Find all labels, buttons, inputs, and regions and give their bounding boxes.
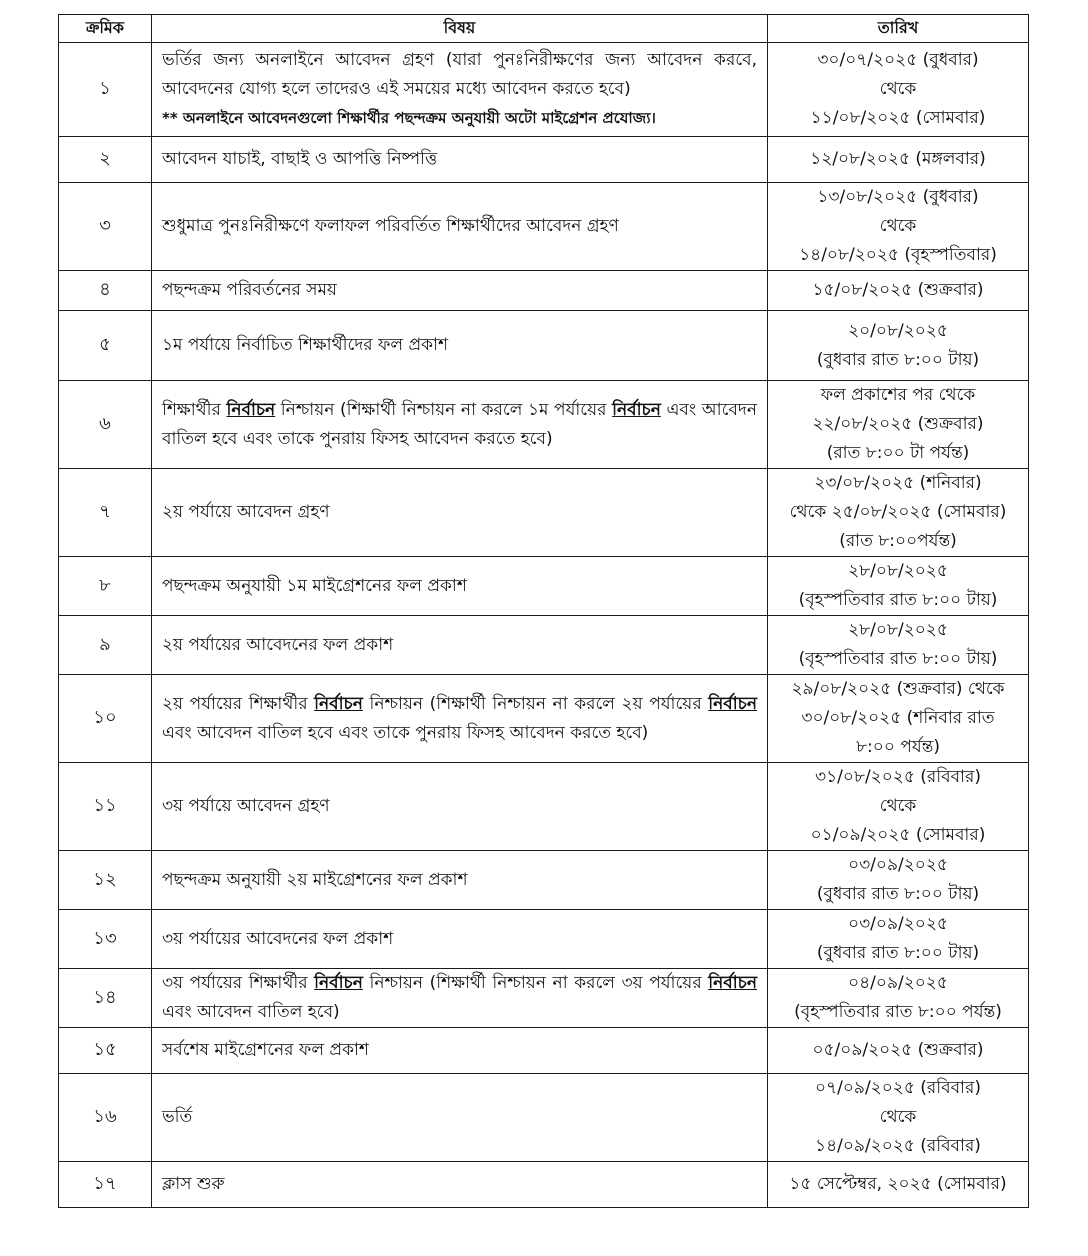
header-subject: বিষয় (152, 15, 768, 43)
date-line: ২৯/০৮/২০২৫ (শুক্রবার) থেকে (791, 679, 1005, 699)
subject-segment: সর্বশেষ মাইগ্রেশনের ফল প্রকাশ (162, 1040, 369, 1060)
date-line: ১২/০৮/২০২৫ (মঙ্গলবার) (810, 149, 986, 169)
table-row (59, 910, 1029, 969)
subject-text (162, 866, 757, 895)
row-serial: ১১ (59, 763, 152, 851)
row-subject (152, 969, 768, 1028)
row-subject (152, 137, 768, 183)
emphasis-word: নির্বাচন (226, 399, 276, 420)
table-row (59, 183, 1029, 271)
subject-segment: নিশ্চায়ন (শিক্ষার্থী নিশ্চায়ন না করলে ৩য় পর্যায়ের (362, 973, 709, 993)
row-subject (152, 763, 768, 851)
subject-text (162, 331, 757, 360)
row-serial: ২ (59, 137, 152, 183)
table-row (59, 137, 1029, 183)
subject-segment: এবং আবেদন বাতিল হবে এবং তাকে পুনরায় ফিসহ আবেদন করতে হবে) (162, 722, 649, 743)
row-date (768, 311, 1029, 381)
emphasis-word: নির্বাচন (612, 399, 661, 420)
date-line: ০৭/০৯/২০২৫ (রবিবার) (815, 1078, 981, 1098)
row-serial: ১ (59, 43, 152, 137)
subject-text (162, 276, 757, 305)
row-subject (152, 311, 768, 381)
row-serial: ৫ (59, 311, 152, 381)
subject-segment: নিশ্চায়ন (শিক্ষার্থী নিশ্চায়ন না করলে ১ম পর্যায়ের (275, 399, 613, 420)
row-date (768, 271, 1029, 311)
row-serial: ১৩ (59, 910, 152, 969)
row-serial: ৪ (59, 271, 152, 311)
row-serial: ৭ (59, 469, 152, 557)
subject-segment: ক্লাস শুরু (162, 1174, 225, 1194)
row-date (768, 137, 1029, 183)
date-line: থেকে (879, 1107, 917, 1127)
subject-segment: পছন্দক্রম পরিবর্তনের সময় (162, 280, 337, 300)
row-subject (152, 675, 768, 763)
subject-text (162, 1103, 757, 1132)
subject-segment: ভর্তি (162, 1107, 193, 1127)
table-row (59, 763, 1029, 851)
date-line: ০৫/০৯/২০২৫ (শুক্রবার) (812, 1040, 984, 1060)
row-date (768, 910, 1029, 969)
date-line: ১১/০৮/২০২৫ (সোমবার) (810, 108, 986, 128)
table-body (59, 43, 1029, 1208)
subject-segment: ২য় পর্যায়ে আবেদন গ্রহণ (162, 502, 330, 522)
table-row (59, 1028, 1029, 1074)
date-line: ফল প্রকাশের পর থেকে (820, 385, 976, 405)
table-row (59, 616, 1029, 675)
date-line: (রাত ৮:০০পর্যন্ত) (839, 531, 957, 551)
subject-text (162, 792, 757, 821)
table-row (59, 675, 1029, 763)
row-date (768, 851, 1029, 910)
date-line: ০১/০৯/২০২৫ (সোমবার) (810, 825, 986, 845)
header-date: তারিখ (768, 15, 1029, 43)
table-row (59, 43, 1029, 137)
row-subject (152, 469, 768, 557)
subject-segment: ৩য় পর্যায়ের আবেদনের ফল প্রকাশ (162, 928, 394, 949)
date-line: ১৪/০৯/২০২৫ (রবিবার) (815, 1136, 981, 1156)
date-line: ১৫/০৮/২০২৫ (শুক্রবার) (812, 280, 984, 300)
header-serial: ক্রমিক (59, 15, 152, 43)
date-line: থেকে ২৫/০৮/২০২৫ (সোমবার) (789, 502, 1007, 522)
subject-text (162, 1036, 757, 1065)
date-line: (রাত ৮:০০ টা পর্যন্ত) (826, 443, 970, 463)
date-line: ৩১/০৮/২০২৫ (রবিবার) (815, 767, 981, 787)
subject-segment: শিক্ষার্থীর (162, 399, 227, 420)
subject-segment: ভর্তির জন্য অনলাইনে আবেদন গ্রহণ (যারা পুনঃনিরীক্ষণের জন্য আবেদন করবে, আবেদনের যোগ্য হলে তাদেরও এই সময়ের মধ্যে আবেদন করতে হবে) (162, 50, 757, 99)
subject-segment: ৩য় পর্যায়ের শিক্ষার্থীর (162, 973, 315, 993)
subject-segment: এবং আবেদন বাতিল হবে) (162, 1002, 340, 1022)
row-subject (152, 271, 768, 311)
table-row (59, 311, 1029, 381)
subject-text (162, 498, 757, 527)
row-serial: ১৫ (59, 1028, 152, 1074)
date-line: থেকে (879, 216, 917, 236)
subject-text (162, 1170, 757, 1199)
date-line: ০৩/০৯/২০২৫ (848, 914, 948, 934)
emphasis-word: নির্বাচন (708, 693, 757, 714)
date-line: ১৫ সেপ্টেম্বর, ২০২৫ (সোমবার) (789, 1174, 1007, 1194)
subject-text (162, 145, 757, 174)
row-subject (152, 557, 768, 616)
row-subject (152, 910, 768, 969)
emphasis-word: নির্বাচন (314, 973, 363, 993)
row-serial: ১৬ (59, 1074, 152, 1162)
emphasis-word: নির্বাচন (708, 973, 757, 993)
admission-schedule-table (58, 14, 1029, 1208)
row-serial: ৮ (59, 557, 152, 616)
date-line: ২২/০৮/২০২৫ (শুক্রবার) (812, 414, 984, 434)
subject-segment: শুধুমাত্র পুনঃনিরীক্ষণে ফলাফল পরিবর্তিত শিক্ষার্থীদের আবেদন গ্রহণ (162, 216, 619, 236)
subject-text (162, 925, 757, 954)
row-subject (152, 616, 768, 675)
date-line: ০৩/০৯/২০২৫ (848, 855, 948, 875)
date-line: (বৃহস্পতিবার রাত ৮:০০ টায়) (798, 649, 998, 669)
subject-text (162, 690, 757, 748)
subject-segment: ২য় পর্যায়ের আবেদনের ফল প্রকাশ (162, 634, 394, 655)
row-subject (152, 43, 768, 137)
date-line: (বুধবার রাত ৮:০০ টায়) (816, 884, 980, 904)
row-date (768, 1028, 1029, 1074)
date-line: ২৩/০৮/২০২৫ (শনিবার) (814, 473, 982, 493)
row-date (768, 1074, 1029, 1162)
date-line: ০৪/০৯/২০২৫ (848, 973, 948, 993)
date-line: (বৃহস্পতিবার রাত ৮:০০ পর্যন্ত) (794, 1002, 1002, 1022)
table-row (59, 469, 1029, 557)
row-subject (152, 381, 768, 469)
row-serial: ৩ (59, 183, 152, 271)
subject-text (162, 572, 757, 601)
table-row (59, 557, 1029, 616)
date-line: ২৮/০৮/২০২৫ (848, 620, 948, 640)
row-serial: ৯ (59, 616, 152, 675)
row-date (768, 557, 1029, 616)
subject-segment: এবং আবেদন বাতিল হবে এবং তাকে পুনরায় ফিসহ আবেদন করতে হবে) (162, 399, 757, 449)
row-date (768, 763, 1029, 851)
subject-segment: নিশ্চায়ন (শিক্ষার্থী নিশ্চায়ন না করলে ২য় পর্যায়ের (362, 693, 709, 714)
date-line: ৩০/০৮/২০২৫ (শনিবার রাত (801, 708, 995, 728)
table-row (59, 851, 1029, 910)
subject-segment: পছন্দক্রম অনুযায়ী ১ম মাইগ্রেশনের ফল প্রকাশ (162, 575, 467, 596)
row-subject (152, 851, 768, 910)
date-line: ২০/০৮/২০২৫ (848, 320, 948, 341)
row-serial: ১২ (59, 851, 152, 910)
row-subject (152, 1028, 768, 1074)
row-date (768, 675, 1029, 763)
subject-text (162, 631, 757, 660)
table-row (59, 271, 1029, 311)
row-subject (152, 1162, 768, 1208)
subject-segment: পছন্দক্রম অনুযায়ী ২য় মাইগ্রেশনের ফল প্রকাশ (162, 869, 468, 890)
date-line: থেকে (879, 796, 917, 816)
subject-text (162, 969, 757, 1027)
row-date (768, 183, 1029, 271)
subject-segment: ২য় পর্যায়ের শিক্ষার্থীর (162, 693, 315, 714)
subject-note: ** অনলাইনে আবেদনগুলো শিক্ষার্থীর পছন্দক্রম অনুযায়ী অটো মাইগ্রেশন প্রযোজ্য। (162, 109, 656, 127)
date-line: ২৮/০৮/২০২৫ (848, 561, 948, 581)
subject-text (162, 46, 757, 104)
date-line: ১৩/০৮/২০২৫ (বুধবার) (817, 187, 979, 207)
subject-text (162, 396, 757, 454)
subject-segment: ১ম পর্যায়ে নির্বাচিত শিক্ষার্থীদের ফল প্রকাশ (162, 335, 449, 355)
date-line: ৮:০০ পর্যন্ত) (856, 737, 940, 757)
table-header-row (59, 15, 1029, 43)
date-line: ৩০/০৭/২০২৫ (বুধবার) (817, 50, 979, 70)
row-serial: ১০ (59, 675, 152, 763)
subject-segment: ৩য় পর্যায়ে আবেদন গ্রহণ (162, 796, 330, 816)
row-date (768, 1162, 1029, 1208)
subject-text (162, 212, 757, 241)
row-date (768, 616, 1029, 675)
row-date (768, 43, 1029, 137)
row-serial: ১৭ (59, 1162, 152, 1208)
row-subject (152, 183, 768, 271)
date-line: (বৃহস্পতিবার রাত ৮:০০ টায়) (798, 590, 998, 610)
date-line: (বুধবার রাত ৮:০০ টায়) (816, 943, 980, 963)
row-serial: ১৪ (59, 969, 152, 1028)
row-date (768, 381, 1029, 469)
date-line: থেকে (879, 79, 917, 99)
date-line: ১৪/০৮/২০২৫ (বৃহস্পতিবার) (799, 245, 997, 265)
date-line: (বুধবার রাত ৮:০০ টায়) (816, 349, 980, 370)
table-row (59, 1162, 1029, 1208)
emphasis-word: নির্বাচন (314, 693, 363, 714)
row-date (768, 969, 1029, 1028)
row-date (768, 469, 1029, 557)
table-row (59, 969, 1029, 1028)
row-subject (152, 1074, 768, 1162)
table-row (59, 1074, 1029, 1162)
table-row (59, 381, 1029, 469)
row-serial: ৬ (59, 381, 152, 469)
subject-segment: আবেদন যাচাই, বাছাই ও আপত্তি নিষ্পত্তি (162, 149, 438, 169)
